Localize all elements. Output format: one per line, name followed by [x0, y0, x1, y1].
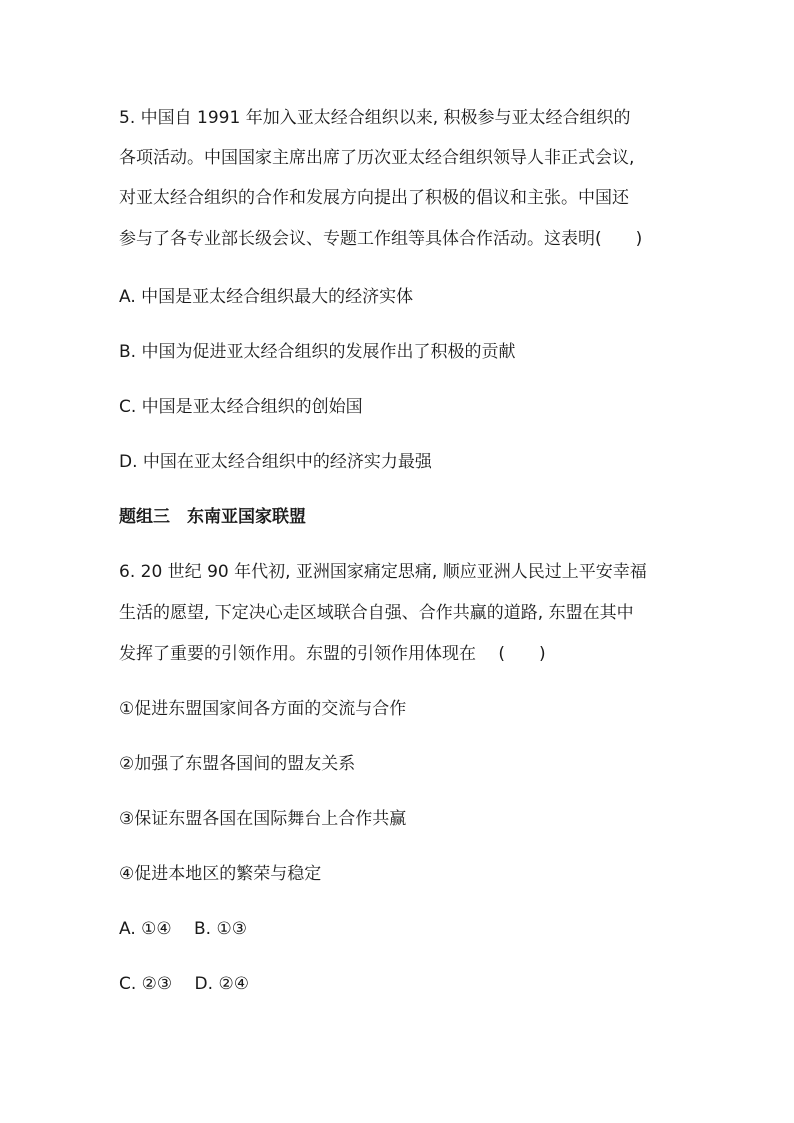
- question-5-option-d: D. 中国在亚太经合组织中的经济实力最强: [119, 452, 432, 472]
- question-6-options-ab: A. ①④ B. ①③: [119, 919, 247, 939]
- question-6-stem-line-3: 发挥了重要的引领作用。东盟的引领作用体现在 ( ): [119, 644, 546, 664]
- section-heading: 题组三 东南亚国家联盟: [119, 507, 306, 527]
- question-5-option-c: C. 中国是亚太经合组织的创始国: [119, 397, 363, 417]
- question-6-statement-1: ①促进东盟国家间各方面的交流与合作: [119, 699, 407, 719]
- question-6-stem-line-1: 6. 20 世纪 90 年代初, 亚洲国家痛定思痛, 顺应亚洲人民过上平安幸福: [119, 562, 647, 582]
- question-6-statement-3: ③保证东盟各国在国际舞台上合作共赢: [119, 809, 407, 829]
- question-5-option-b: B. 中国为促进亚太经合组织的发展作出了积极的贡献: [119, 342, 516, 362]
- question-6-options-cd: C. ②③ D. ②④: [119, 974, 249, 994]
- question-5-option-a: A. 中国是亚太经合组织最大的经济实体: [119, 287, 414, 307]
- question-5-stem-line-2: 各项活动。中国国家主席出席了历次亚太经合组织领导人非正式会议,: [119, 148, 635, 168]
- question-5-stem-line-1: 5. 中国自 1991 年加入亚太经合组织以来, 积极参与亚太经合组织的: [119, 108, 631, 128]
- question-6-stem-line-2: 生活的愿望, 下定决心走区域联合自强、合作共赢的道路, 东盟在其中: [119, 603, 634, 623]
- question-6-statement-2: ②加强了东盟各国间的盟友关系: [119, 754, 356, 774]
- question-5-stem-line-4: 参与了各专业部长级会议、专题工作组等具体合作活动。这表明( ): [119, 229, 643, 249]
- question-6-statement-4: ④促进本地区的繁荣与稳定: [119, 864, 322, 884]
- question-5-stem-line-3: 对亚太经合组织的合作和发展方向提出了积极的倡议和主张。中国还: [119, 188, 629, 208]
